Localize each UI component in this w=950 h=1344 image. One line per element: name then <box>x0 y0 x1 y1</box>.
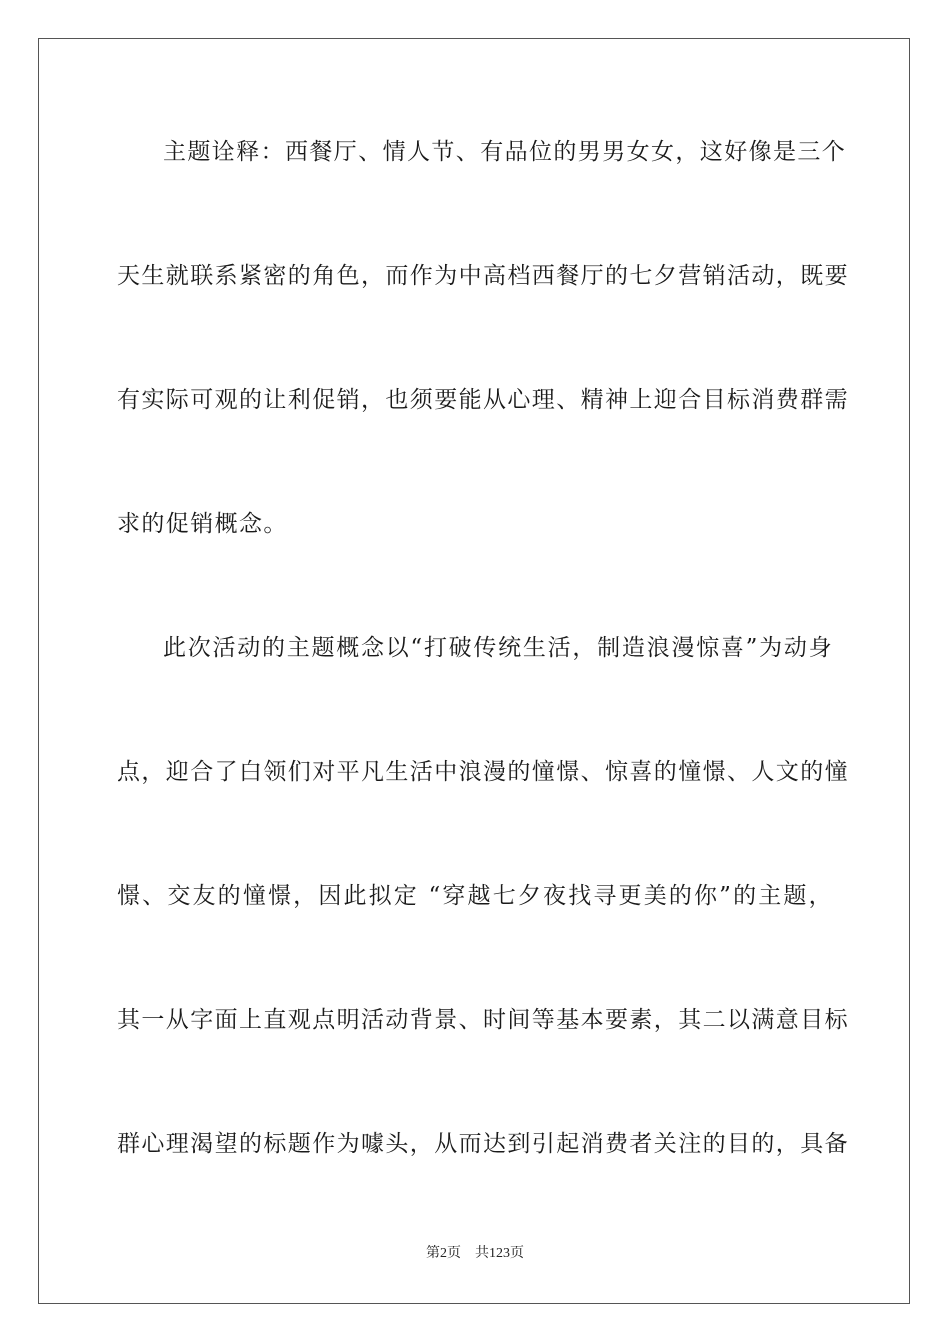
page-border <box>38 38 910 1304</box>
text-line: 此次活动的主题概念以“打破传统生活，制造浪漫惊喜”为动身 <box>163 635 833 661</box>
page-footer <box>0 1244 950 1264</box>
page-total: 共123页 <box>475 1246 524 1261</box>
text-line: 主题诠释：西餐厅、情人节、有品位的男男女女，这好像是三个 <box>163 139 847 165</box>
page-number: 第2页 <box>426 1246 461 1261</box>
text-line: 有实际可观的让利促销，也须要能从心理、精神上迎合目标消费群需 <box>117 387 849 413</box>
text-line: 点，迎合了白领们对平凡生活中浪漫的憧憬、惊喜的憧憬、人文的憧 <box>117 759 849 785</box>
text-line: 群心理渴望的标题作为噱头，从而达到引起消费者关注的目的，具备 <box>117 1131 849 1157</box>
text-line: 憬、交友的憧憬，因此拟定 “穿越七夕夜找寻更美的你”的主题， <box>117 883 833 909</box>
text-line: 其一从字面上直观点明活动背景、时间等基本要素，其二以满意目标 <box>117 1007 849 1033</box>
text-line: 天生就联系紧密的角色，而作为中高档西餐厅的七夕营销活动，既要 <box>117 263 849 289</box>
text-line: 求的促销概念。 <box>117 511 288 537</box>
